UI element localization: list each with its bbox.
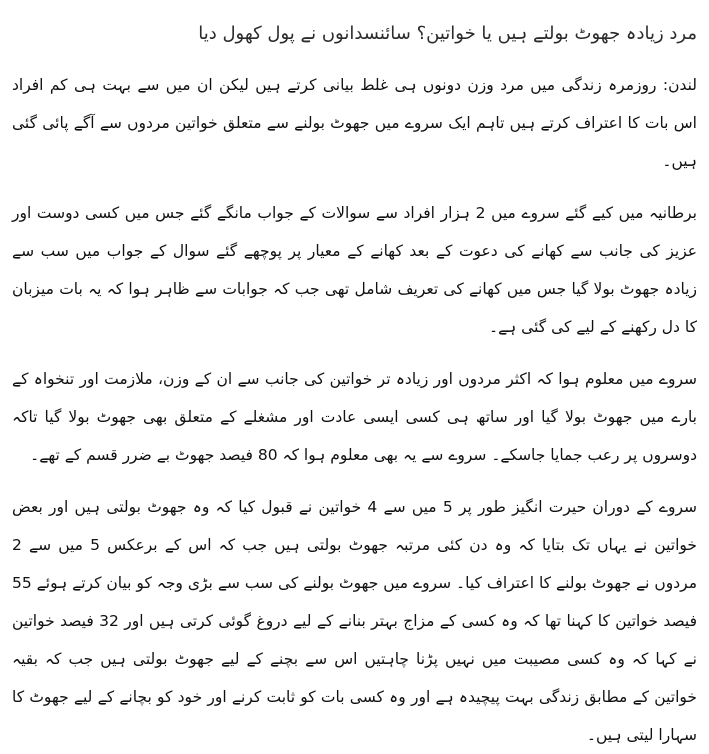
article-paragraph-1: لندن: روزمرہ زندگی میں مرد وزن دونوں ہی غلط بیانی کرتے ہیں لیکن ان میں سے بہت ہی کم افراد اس بات کا اعتراف کرتے ہیں تاہم ایک سروے میں جھوٹ بولنے سے متعلق خواتین مردوں سے آگے پائی گئی ہیں۔ [12, 76, 697, 170]
article-paragraph-4: سروے کے دوران حیرت انگیز طور پر 5 میں سے 4 خواتین نے قبول کیا کہ وہ جھوٹ بولتی ہیں اور بعض خواتین نے یہاں تک بتایا کہ وہ دن کئی مرتبہ جھوٹ بولتی ہیں جب کہ اس کے برعکس 5 میں سے 2 مردوں نے جھوٹ بولنے کا اعتراف کیا۔ سروے میں جھوٹ بولنے کی سب سے بڑی وجہ کو بیان کرتے ہوئے 55 فیصد خواتین کا کہنا تھا کہ وہ کسی کے مزاج بہتر بنانے کے لیے دروغ گوئی کرتی ہیں اور 32 فیصد خواتین نے کہا کہ وہ کسی مصیبت میں نہیں پڑنا چاہتیں اس سے بچنے کے لیے جھوٹ بولتی ہیں جب کہ بقیہ خواتین کے مطابق زندگی بہت پیچیدہ ہے اور وہ کسی بات کو ثابت کرنے اور خود کو بچانے کے لیے جھوٹ کا سہارا لیتی ہیں۔ [12, 498, 697, 744]
article-paragraph-3: سروے میں معلوم ہوا کہ اکثر مردوں اور زیادہ تر خواتین کی جانب سے ان کے وزن، ملازمت اور تنخواہ کے بارے میں جھوٹ بولا گیا اور ساتھ ہی کسی ایسی عادت اور مشغلے کے متعلق بھی جھوٹ بولا گیا تاکہ دوسروں پر رعب جمایا جاسکے۔ سروے سے یہ بھی معلوم ہوا کہ 80 فیصد جھوٹ بے ضرر قسم کے تھے۔ [12, 370, 697, 464]
article-headline: مرد زیادہ جھوٹ بولتے ہیں یا خواتین؟ سائنسدانوں نے پول کھول دیا [198, 23, 697, 44]
article-paragraph-2: برطانیہ میں کیے گئے سروے میں 2 ہزار افراد سے سوالات کے جواب مانگے گئے جس میں کسی دوست اور عزیز کی جانب سے کھانے کی دعوت کے بعد کھانے کے معیار پر پوچھے گئے سوال کے جواب میں سب سے زیادہ جھوٹ بولا گیا جس میں کھانے کی تعریف شامل تھی جب کہ جوابات سے ظاہر ہوا کہ یہ بات میزبان کا دل رکھنے کے لیے کی گئی ہے۔ [12, 204, 697, 336]
